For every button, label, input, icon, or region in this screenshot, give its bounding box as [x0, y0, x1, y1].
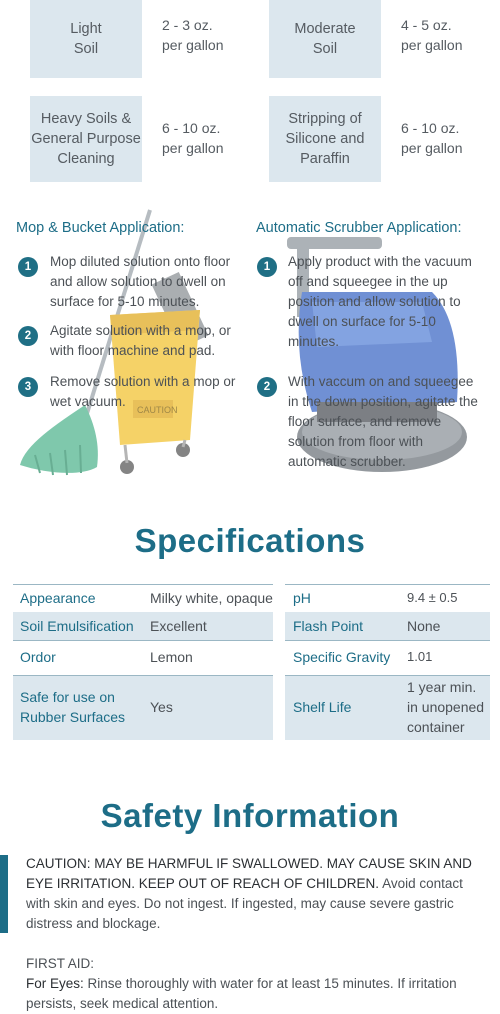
scrubber-step-1-number: 1 [257, 257, 277, 277]
scrubber-step-2-number: 2 [257, 377, 277, 397]
spec-ph-value: 9.4 ± 0.5 [407, 590, 458, 605]
safety-eyes-text: Rinse thoroughly with water for at least 15 minutes. If irritation persists, seek medical attention. [26, 976, 457, 1011]
spec-ordor-value: Lemon [150, 649, 193, 665]
dilution-heavy-soil-rate: 6 - 10 oz. per gallon [162, 120, 224, 156]
mop-step-3-number: 3 [18, 377, 38, 397]
scrubber-step-1-text: Apply product with the vacuum off and squeegee in the up position and allow solution to dwell on surface for 5-10 minutes. [288, 254, 472, 349]
spec-ordor-label: Ordor [20, 649, 56, 665]
mop-step-1-number: 1 [18, 257, 38, 277]
mop-bucket-title: Mop & Bucket Application: [16, 220, 185, 236]
spec-specific-gravity-value: 1.01 [407, 649, 433, 664]
mop-step-2-number: 2 [18, 326, 38, 346]
bucket-caution-label: CAUTION [137, 405, 178, 415]
safety-caution-rest: Avoid contact with skin and eyes. Do not ingest. If ingested, may cause severe gastric distress and blockage. [26, 876, 463, 931]
spec-left-rule-3 [13, 640, 273, 641]
mop-step-1-text: Mop diluted solution onto floor and allow solution to dwell on surface for 5-10 minutes. [50, 254, 231, 309]
spec-specific-gravity-label: Specific Gravity [293, 649, 391, 665]
mop-step-2-text: Agitate solution with a mop, or with floor machine and pad. [50, 323, 231, 358]
dilution-heavy-soil-box: Heavy Soils & General Purpose Cleaning [30, 96, 142, 182]
spec-soil-emulsification-label: Soil Emulsification [20, 618, 134, 634]
spec-shelf-life-label: Shelf Life [293, 699, 352, 715]
safety-caution-caps: CAUTION: MAY BE HARMFUL IF SWALLOWED. MAY CAUSE SKIN AND EYE IRRITATION. KEEP OUT OF REACH OF CHILDREN. [26, 856, 472, 891]
dilution-stripping-box: Stripping of Silicone and Paraffin [269, 96, 381, 182]
dilution-stripping-rate: 6 - 10 oz. per gallon [401, 120, 463, 156]
dilution-light-soil-box: Light Soil [30, 0, 142, 78]
spec-appearance-label: Appearance [20, 590, 96, 606]
mop-step-3-text: Remove solution with a mop or wet vacuum. [50, 374, 236, 409]
spec-right-rule-3 [285, 640, 490, 641]
spec-ph-label: pH [293, 590, 311, 606]
spec-appearance-value: Milky white, opaque [150, 590, 273, 606]
spec-left-rule-top [13, 584, 273, 585]
safety-eyes-label: For Eyes: [26, 976, 84, 991]
spec-rubber-value: Yes [150, 699, 173, 715]
dilution-moderate-soil-box: Moderate Soil [269, 0, 381, 78]
spec-rubber-label: Safe for use on Rubber Surfaces [20, 689, 126, 725]
spec-shelf-life-value: 1 year min. in unopened container [407, 679, 485, 735]
spec-right-rule-top [285, 584, 490, 585]
spec-flash-point-label: Flash Point [293, 618, 364, 634]
specifications-heading: Specifications [134, 522, 366, 559]
safety-heading: Safety Information [100, 797, 400, 834]
dilution-moderate-soil-rate: 4 - 5 oz. per gallon [401, 17, 463, 53]
safety-accent-bar [0, 855, 8, 933]
safety-caution-paragraph [26, 854, 478, 934]
dilution-light-soil-rate: 2 - 3 oz. per gallon [162, 17, 224, 53]
spec-flash-point-value: None [407, 618, 441, 634]
safety-first-aid-title: FIRST AID: [26, 956, 95, 971]
scrubber-step-2-text: With vaccum on and squeegee in the down position, agitate the floor surface, and remove solution from floor with automatic scrubber. [288, 374, 478, 469]
spec-soil-emulsification-value: Excellent [150, 618, 207, 634]
safety-eyes-paragraph [26, 974, 478, 1014]
scrubber-title: Automatic Scrubber Application: [256, 220, 462, 236]
